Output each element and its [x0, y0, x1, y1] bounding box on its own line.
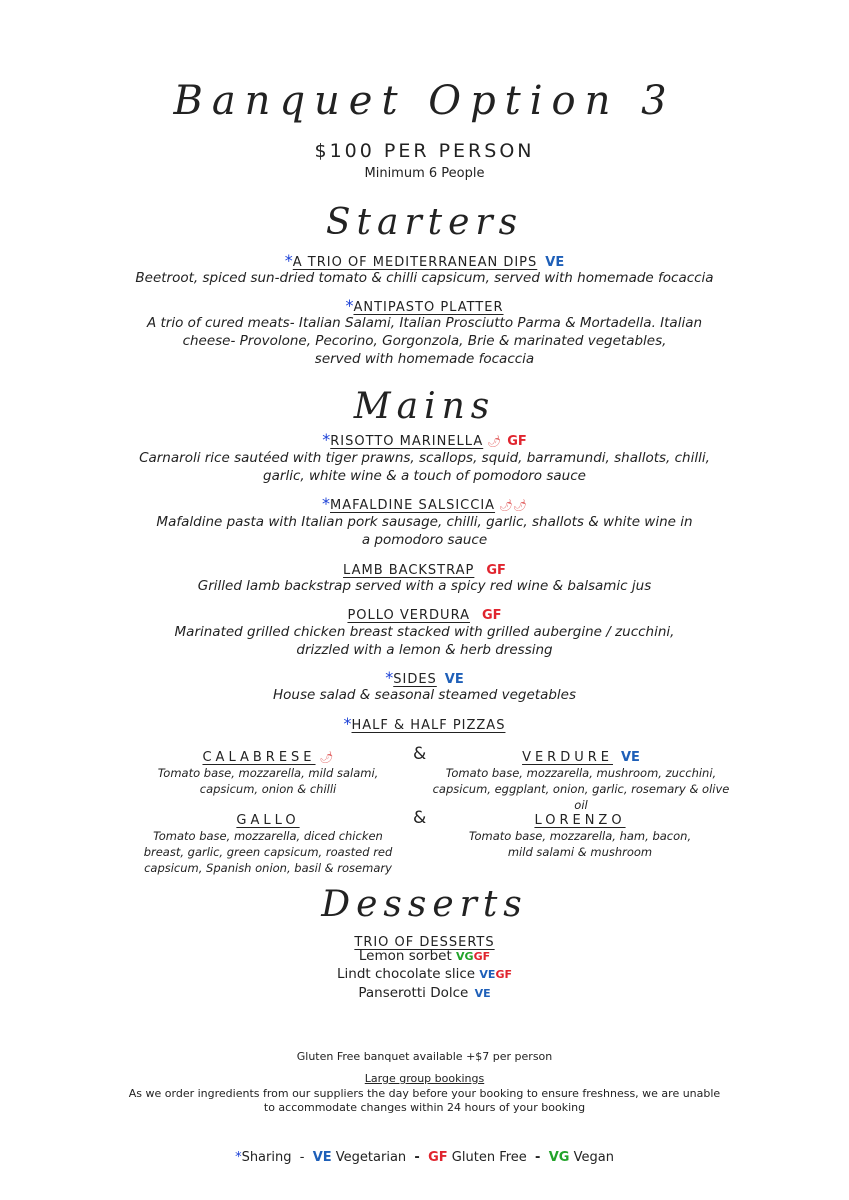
item-description: Beetroot, spiced sun-dried tomato & chilli capsicum, served with homemade focaccia	[135, 270, 714, 286]
pizza-description-line-1: Tomato base, mozzarella, diced chicken	[153, 829, 383, 843]
legend-separator: -	[535, 1150, 541, 1165]
pizza-name: VERDURE	[522, 750, 613, 765]
sharing-star: *	[322, 430, 331, 449]
large-group-label: Large group bookings	[364, 1072, 485, 1085]
item-description-line-1: A trio of cured meats- Italian Salami, Italian Prosciutto Parma & Mortadella. Italian	[146, 315, 703, 331]
pizza-description-line-2: capsicum, onion & chilli	[199, 782, 337, 796]
item-description: House salad & seasonal steamed vegetables	[273, 687, 576, 703]
item-description-line-2: drizzled with a lemon & herb dressing	[296, 642, 553, 658]
item-name: ANTIPASTO PLATTER	[353, 300, 504, 315]
sharing-star: *	[322, 494, 330, 513]
menu-item-mafaldine	[0, 494, 849, 513]
dessert-item-panserotti	[0, 985, 849, 1001]
gluten-free-tag: GF	[507, 434, 527, 449]
item-name: POLLO VERDURA	[347, 608, 470, 623]
chili-icon: 🌶🌶	[499, 499, 527, 512]
section-heading-starters: Starters	[325, 202, 524, 243]
item-description: Grilled lamb backstrap served with a spicy red wine & balsamic jus	[197, 578, 652, 594]
booking-note-line-1: As we order ingredients from our suppliers the day before your booking to ensure freshness, we are unable	[128, 1087, 721, 1100]
item-description-line-2: garlic, white wine & a touch of pomodoro sauce	[263, 468, 586, 484]
vegetarian-tag: VE	[620, 750, 640, 765]
legend-gf-tag: GF	[428, 1150, 448, 1165]
menu-item-pizzas	[0, 714, 849, 733]
item-name: LAMB BACKSTRAP	[343, 563, 475, 578]
section-heading-desserts: Desserts	[321, 884, 528, 925]
pizza-description-line-2: breast, garlic, green capsicum, roasted red	[143, 845, 393, 859]
gluten-free-tag: GF	[473, 950, 491, 963]
menu-title: Banquet Option 3	[173, 78, 676, 124]
item-name: MAFALDINE SALSICCIA	[330, 498, 496, 513]
legend-vegetarian: Vegetarian	[335, 1150, 407, 1165]
sharing-star: *	[345, 296, 354, 315]
legend-sharing: Sharing	[241, 1150, 292, 1165]
booking-note-line-2: to accommodate changes within 24 hours of your booking	[263, 1101, 586, 1114]
menu-item-dips	[0, 251, 849, 270]
legend-separator: -	[299, 1150, 305, 1165]
chili-icon: 🌶	[487, 435, 502, 448]
pizza-description-line-2: mild salami & mushroom	[507, 845, 653, 859]
menu-item-risotto	[0, 430, 849, 449]
menu-item-sides	[0, 668, 849, 687]
gluten-free-tag: GF	[495, 968, 512, 981]
dessert-name: Lemon sorbet	[358, 948, 452, 964]
dessert-name: Panserotti Dolce	[358, 985, 469, 1001]
menu-item-pollo	[0, 604, 849, 623]
gluten-free-tag: GF	[486, 563, 506, 578]
item-name: TRIO OF DESSERTS	[354, 935, 495, 950]
item-name: HALF & HALF PIZZAS	[351, 718, 506, 733]
pizza-description-line-1: Tomato base, mozzarella, mild salami,	[157, 766, 379, 780]
item-name: A TRIO OF MEDITERRANEAN DIPS	[292, 255, 538, 270]
pizza-description-line-1: Tomato base, mozzarella, mushroom, zucchini,	[445, 766, 717, 780]
dietary-legend	[0, 1150, 849, 1165]
dessert-item-lemon-sorbet	[0, 948, 849, 964]
item-description-line-1: Carnaroli rice sautéed with tiger prawns, scallops, squid, barramundi, shallots, chilli,	[139, 450, 710, 466]
pizza-description-line-3: capsicum, Spanish onion, basil & rosemary	[144, 861, 392, 875]
menu-item-antipasto	[0, 296, 849, 315]
pizza-name: CALABRESE	[202, 750, 316, 765]
pizza-verdure	[428, 746, 734, 813]
pizza-description-line-2: capsicum, eggplant, onion, garlic, rosemary & olive oil	[432, 782, 730, 812]
legend-vg-tag: VG	[548, 1150, 570, 1165]
dessert-item-lindt-slice	[0, 966, 849, 982]
pizza-lorenzo	[440, 809, 720, 860]
legend-ve-tag: VE	[312, 1150, 332, 1165]
vegetarian-tag: VE	[545, 255, 565, 270]
item-name: RISOTTO MARINELLA	[330, 434, 484, 449]
pizza-description-line-1: Tomato base, mozzarella, ham, bacon,	[468, 829, 692, 843]
price-per-person: $100 PER PERSON	[314, 140, 535, 162]
item-description-line-1: Mafaldine pasta with Italian pork sausage, chilli, garlic, shallots & white wine in	[156, 514, 693, 530]
pizza-calabrese	[140, 746, 396, 797]
sharing-star: *	[343, 714, 352, 733]
gluten-free-tag: GF	[481, 608, 502, 623]
sharing-star: *	[235, 1150, 242, 1165]
item-description-line-2: a pomodoro sauce	[361, 532, 488, 548]
gluten-free-banquet-note: Gluten Free banquet available +$7 per person	[296, 1050, 553, 1063]
legend-vegan: Vegan	[573, 1150, 614, 1165]
sharing-star: *	[284, 251, 293, 270]
pizza-name: LORENZO	[534, 813, 626, 828]
pizza-gallo	[140, 809, 396, 876]
pizza-pair-separator: &	[413, 744, 427, 764]
section-heading-mains: Mains	[353, 386, 496, 427]
vegan-tag: VG	[456, 950, 474, 963]
dessert-name: Lindt chocolate slice	[337, 966, 476, 982]
item-description-line-2: cheese- Provolone, Pecorino, Gorgonzola, Brie & marinated vegetables,	[182, 333, 667, 349]
sharing-star: *	[385, 668, 394, 687]
chili-icon: 🌶	[319, 751, 334, 764]
item-name: SIDES	[393, 672, 437, 687]
pizza-pair-separator: &	[413, 808, 427, 828]
pizza-name: GALLO	[236, 813, 300, 828]
item-description-line-3: served with homemade focaccia	[314, 351, 535, 367]
legend-separator: -	[414, 1150, 420, 1165]
item-description-line-1: Marinated grilled chicken breast stacked with grilled aubergine / zucchini,	[174, 624, 675, 640]
large-group-heading	[0, 1072, 849, 1085]
legend-gluten-free: Gluten Free	[451, 1150, 527, 1165]
vegetarian-tag: VE	[474, 987, 491, 1000]
vegetarian-tag: VE	[479, 968, 496, 981]
minimum-people: Minimum 6 People	[364, 166, 485, 181]
vegetarian-tag: VE	[444, 672, 464, 687]
menu-item-lamb	[0, 559, 849, 578]
